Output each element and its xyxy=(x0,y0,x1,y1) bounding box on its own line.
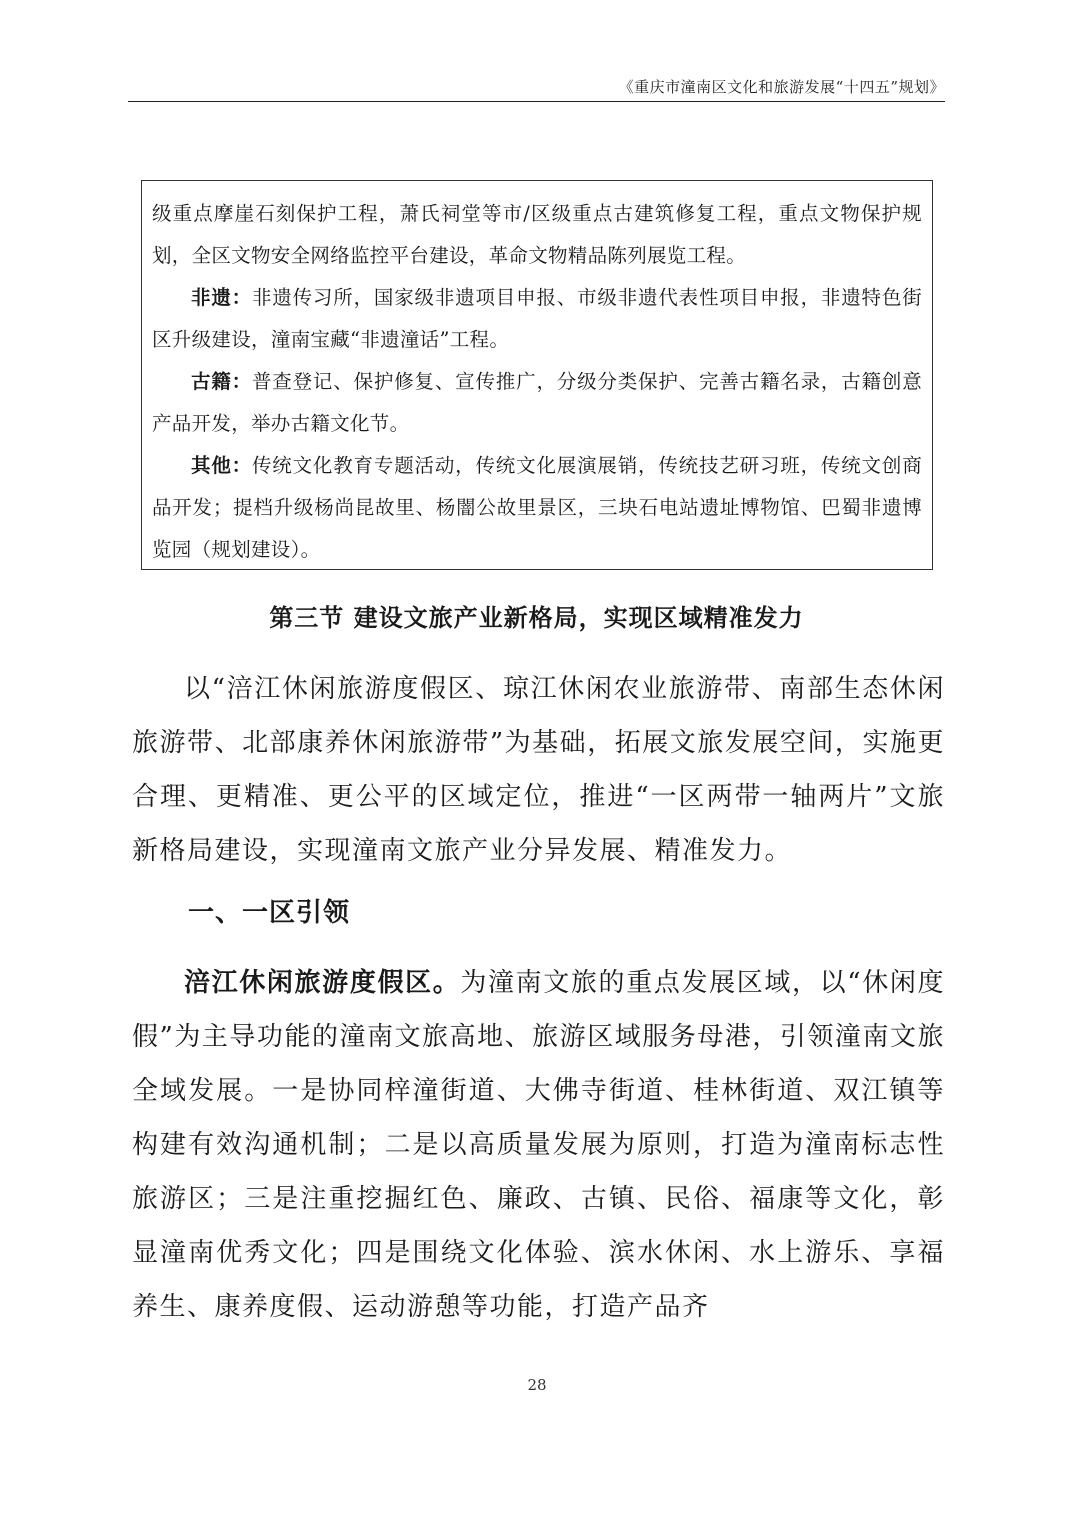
zone-text: 为潼南文旅的重点发展区域，以“休闲度假”为主导功能的潼南文旅高地、旅游区域服务母港，引领潼南文旅全域发展。一是协同梓潼街道、大佛寺街道、桂林街道、双江镇等构建有效沟通机制；二是以高质量发展为原则，打造为潼南标志性旅游区；三是注重挖掘红色、廉政、古镇、民俗、福康等文化，彰显潼南优秀文化；四是围绕文化体验、滨水休闲、水上游乐、享福养生、康养度假、运动游憩等功能，打造产品齐 xyxy=(132,968,945,1322)
box-item-qita-label: 其他： xyxy=(191,454,252,477)
box-item-qita-text: 传统文化教育专题活动，传统文化展演展销，传统技艺研习班，传统文创商品开发；提档升级杨尚昆故里、杨闇公故里景区，三块石电站遗址博物馆、巴蜀非遗博览园（规划建设）。 xyxy=(152,454,922,561)
subsection-heading: 一、一区引领 xyxy=(188,898,351,928)
box-item-qita xyxy=(152,445,922,571)
zone-paragraph xyxy=(132,956,945,1334)
box-item-guji xyxy=(152,361,922,445)
box-item-feiyi-label: 非遗： xyxy=(191,286,252,309)
box-item-guji-text: 普查登记、保护修复、宣传推广，分级分类保护、完善古籍名录，古籍创意产品开发，举办古籍文化节。 xyxy=(152,370,922,435)
page-header-title: 《重庆市潼南区文化和旅游发展“十四五”规划》 xyxy=(618,78,945,96)
zone-label: 涪江休闲旅游度假区。 xyxy=(184,968,461,998)
section-title: 第三节 建设文旅产业新格局，实现区域精准发力 xyxy=(269,603,804,632)
box-item-feiyi-text: 非遗传习所，国家级非遗项目申报、市级非遗代表性项目申报，非遗特色街区升级建设，潼南宝藏“非遗潼话”工程。 xyxy=(152,286,922,351)
box-item-feiyi xyxy=(152,277,922,361)
box-continued-paragraph: 级重点摩崖石刻保护工程，萧氏祠堂等市/区级重点古建筑修复工程，重点文物保护规划，全区文物安全网络监控平台建设，革命文物精品陈列展览工程。 xyxy=(152,202,922,267)
intro-paragraph: 以“涪江休闲旅游度假区、琼江休闲农业旅游带、南部生态休闲旅游带、北部康养休闲旅游带”为基础，拓展文旅发展空间，实施更合理、更精准、更公平的区域定位，推进“一区两带一轴两片”文旅新格局建设，实现潼南文旅产业分异发展、精准发力。 xyxy=(132,674,945,866)
project-list-box xyxy=(141,180,933,570)
header-divider xyxy=(128,101,945,102)
page-number: 28 xyxy=(527,1376,547,1394)
box-item-guji-label: 古籍： xyxy=(191,370,252,393)
